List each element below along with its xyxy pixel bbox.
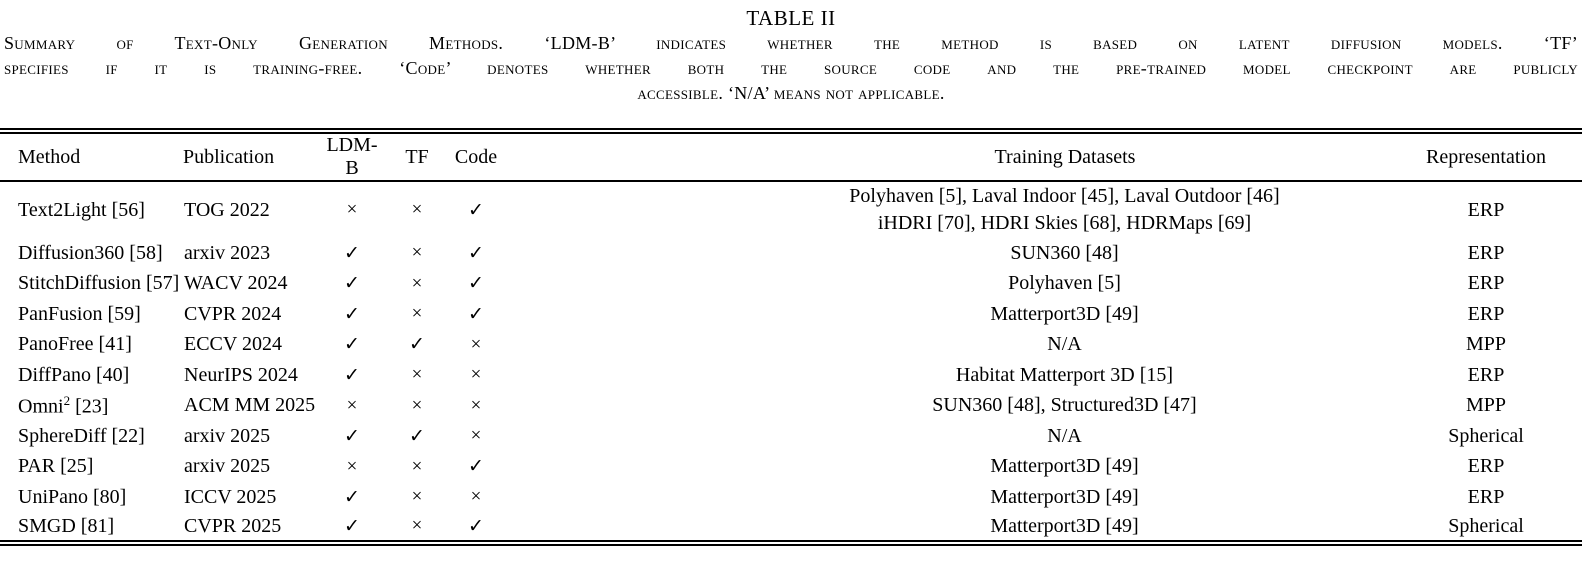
col-header-representation: Representation (1390, 131, 1582, 181)
table-row (0, 330, 1582, 361)
datasets-line: Polyhaven [5] (1008, 272, 1121, 295)
representation-cell: ERP (1467, 485, 1505, 508)
method-name: Diffusion360 [58] (18, 241, 163, 264)
method-cell (0, 421, 183, 452)
tf-mark: × (411, 455, 423, 477)
ldmb-mark: × (346, 394, 358, 416)
datasets-line: SUN360 [48] (1010, 241, 1119, 264)
ldmb-mark: ✓ (344, 273, 360, 295)
caption-line: specifies if it is training-free. ‘Code’ denotes whether both the source code and the pre-trained model checkpoint are publicly (4, 58, 1578, 78)
publication-cell: ICCV 2025 (184, 485, 277, 508)
code-mark: ✓ (468, 456, 484, 478)
caption-line: accessible. ‘N/A’ means not applicable. (637, 83, 945, 103)
ldmb-mark: ✓ (344, 303, 360, 325)
representation-cell: ERP (1467, 363, 1505, 386)
table-row (0, 482, 1582, 513)
method-name: PanFusion [59] (18, 302, 141, 325)
method-cell (0, 238, 183, 269)
ldmb-mark: ✓ (344, 486, 360, 508)
caption-line: Summary of Text-Only Generation Methods. ‘LDM-B’ indicates whether the method is based on latent diffusion models. ‘TF’ (4, 33, 1578, 53)
representation-cell: Spherical (1448, 424, 1524, 447)
method-name: SMGD [81] (18, 514, 115, 537)
representation-cell: Spherical (1448, 514, 1524, 537)
table-body (0, 181, 1582, 543)
table-row (0, 421, 1582, 452)
publication-cell: arxiv 2025 (184, 455, 271, 478)
method-name: UniPano [80] (18, 485, 127, 508)
col-header-publication: Publication (183, 131, 322, 181)
tf-mark: × (411, 272, 423, 294)
method-name: Omni (18, 395, 64, 418)
ldmb-mark: ✓ (344, 515, 360, 537)
method-name: PAR [25] (18, 455, 94, 478)
code-mark: × (470, 486, 482, 508)
tf-mark: ✓ (409, 425, 425, 447)
datasets-cell (500, 330, 1390, 361)
method-superscript: 2 (63, 392, 71, 408)
col-header-ldmb: LDM-B (322, 131, 382, 181)
method-cell (0, 330, 183, 361)
datasets-line: iHDRI [70], HDRI Skies [68], HDRMaps [69] (877, 212, 1252, 234)
representation-cell: ERP (1467, 241, 1505, 264)
datasets-line: N/A (1047, 424, 1082, 447)
datasets-cell (500, 360, 1390, 391)
method-cell (0, 513, 183, 544)
tf-mark: × (411, 242, 423, 264)
tf-mark: × (411, 199, 423, 220)
method-name: PanoFree [41] (18, 333, 132, 356)
table-row (0, 391, 1582, 422)
code-mark: × (470, 425, 482, 447)
representation-cell: ERP (1467, 455, 1505, 478)
datasets-line: Matterport3D [49] (990, 455, 1139, 478)
representation-cell: MPP (1465, 394, 1507, 417)
ldmb-mark: ✓ (344, 425, 360, 447)
method-cell (0, 269, 183, 300)
representation-cell: MPP (1465, 333, 1507, 356)
representation-cell: ERP (1467, 198, 1505, 221)
publication-cell: WACV 2024 (184, 272, 288, 295)
method-name: Text2Light [56] (18, 198, 145, 221)
datasets-cell (500, 482, 1390, 513)
table-row (0, 360, 1582, 391)
col-header-training-datasets: Training Datasets (500, 131, 1390, 181)
method-cell (0, 181, 183, 238)
ldmb-mark: × (346, 455, 358, 477)
table-row (0, 299, 1582, 330)
publication-cell: ECCV 2024 (184, 333, 282, 356)
summary-table (0, 128, 1582, 546)
datasets-cell (500, 269, 1390, 300)
publication-cell: TOG 2022 (184, 198, 270, 221)
datasets-cell (500, 391, 1390, 422)
code-mark: ✓ (468, 303, 484, 325)
table-row (0, 452, 1582, 483)
table-label: TABLE II (746, 6, 836, 30)
method-cell (0, 360, 183, 391)
datasets-cell (500, 452, 1390, 483)
datasets-cell (500, 181, 1390, 238)
tf-mark: × (411, 394, 423, 416)
code-mark: ✓ (468, 199, 484, 221)
publication-cell: arxiv 2025 (184, 424, 271, 447)
representation-cell: ERP (1467, 302, 1505, 325)
publication-cell: NeurIPS 2024 (184, 363, 298, 386)
method-cell (0, 452, 183, 483)
code-mark: × (470, 333, 482, 355)
tf-mark: × (411, 486, 423, 508)
datasets-line: Habitat Matterport 3D [15] (955, 363, 1174, 386)
publication-cell: arxiv 2023 (184, 241, 271, 264)
method-cell (0, 299, 183, 330)
method-citation: [23] (70, 395, 109, 418)
tf-mark: × (411, 515, 423, 537)
publication-cell: CVPR 2025 (184, 514, 282, 537)
method-cell (0, 391, 183, 422)
datasets-line: SUN360 [48], Structured3D [47] (932, 394, 1197, 417)
code-mark: × (470, 394, 482, 416)
datasets-line: Matterport3D [49] (990, 302, 1139, 325)
datasets-cell (500, 421, 1390, 452)
ldmb-mark: ✓ (344, 242, 360, 264)
table-caption (4, 31, 1578, 106)
col-header-tf: TF (382, 131, 452, 181)
datasets-cell (500, 299, 1390, 330)
publication-cell: CVPR 2024 (184, 302, 282, 325)
datasets-line: N/A (1047, 333, 1082, 356)
header-row (0, 131, 1582, 181)
datasets-line: Matterport3D [49] (990, 485, 1139, 508)
ldmb-mark: ✓ (344, 334, 360, 356)
code-mark: ✓ (468, 273, 484, 295)
table-row (0, 513, 1582, 544)
publication-cell: ACM MM 2025 (184, 394, 316, 417)
ldmb-mark: × (346, 199, 358, 220)
col-header-method: Method (0, 131, 183, 181)
code-mark: ✓ (468, 242, 484, 264)
method-name: SphereDiff [22] (18, 424, 145, 447)
table-row (0, 181, 1582, 238)
datasets-cell (500, 513, 1390, 544)
code-mark: ✓ (468, 515, 484, 537)
datasets-line: Matterport3D [49] (990, 514, 1139, 537)
table-row (0, 269, 1582, 300)
table-row (0, 238, 1582, 269)
code-mark: × (470, 364, 482, 386)
representation-cell: ERP (1467, 272, 1505, 295)
method-cell (0, 482, 183, 513)
table-header (0, 131, 1582, 181)
ldmb-mark: ✓ (344, 364, 360, 386)
tf-mark: × (411, 364, 423, 386)
method-name: StitchDiffusion [57] (18, 272, 180, 295)
method-name: DiffPano [40] (18, 363, 130, 386)
datasets-cell (500, 238, 1390, 269)
col-header-code: Code (452, 131, 500, 181)
tf-mark: × (411, 303, 423, 325)
datasets-line: Polyhaven [5], Laval Indoor [45], Laval Outdoor [46] (849, 185, 1280, 207)
tf-mark: ✓ (409, 334, 425, 356)
